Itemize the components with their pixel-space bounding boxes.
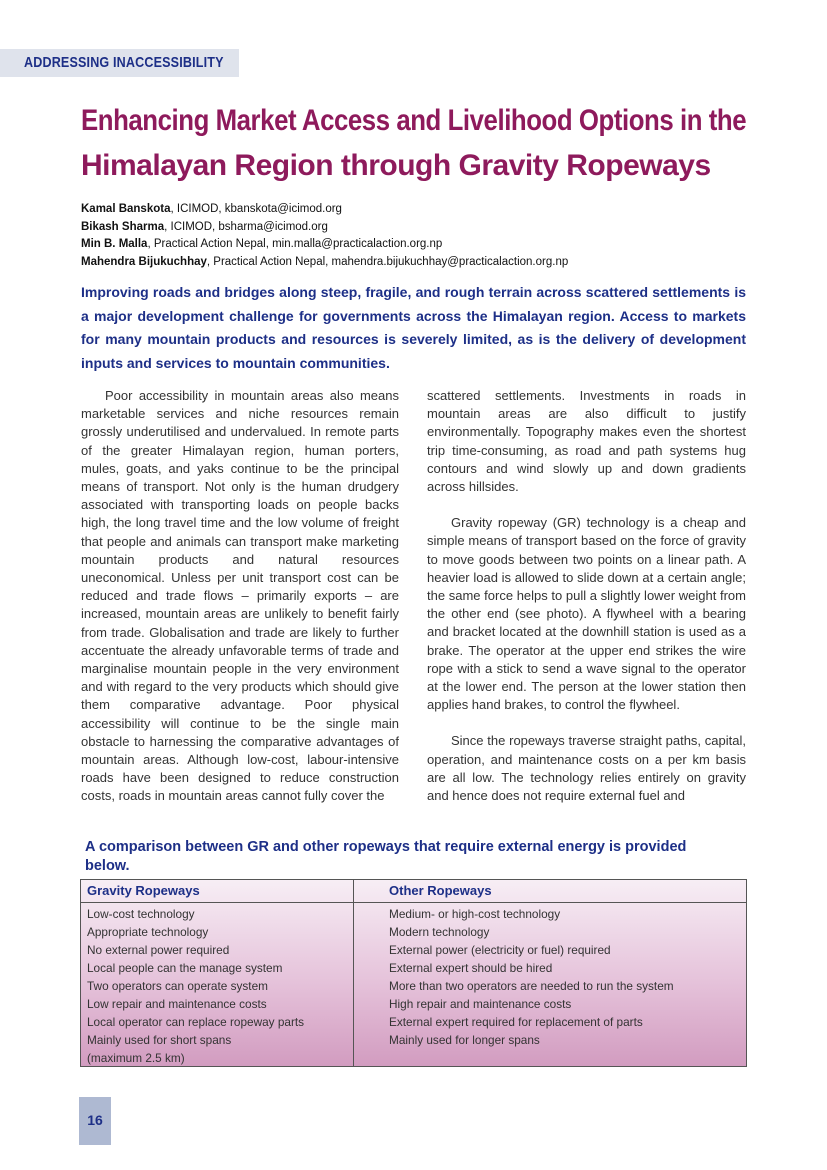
author-list xyxy=(81,201,761,271)
article-title xyxy=(81,98,761,188)
other-ropeways-column xyxy=(354,880,746,1066)
list-item: External expert required for replacement of parts xyxy=(389,1015,643,1029)
list-item: Low repair and maintenance costs xyxy=(87,997,267,1011)
author-name: Mahendra Bijukuchhay xyxy=(81,255,207,268)
table-caption: A comparison between GR and other ropeways that require external energy is provided below. xyxy=(85,839,687,874)
list-item: Mainly used for short spans xyxy=(87,1033,232,1047)
author-line xyxy=(81,236,761,254)
list-item: Mainly used for longer spans xyxy=(389,1033,540,1047)
author-affiliation: , ICIMOD, bsharma@icimod.org xyxy=(164,220,328,233)
lead-paragraph: Improving roads and bridges along steep, fragile, and rough terrain across scattered settlements is a major development challenge for governments across the Himalayan region. Access to markets for many mountain products and resources is severely limited, as is the delivery of development inputs and services to mountain communities. xyxy=(81,284,746,371)
list-item: Medium- or high-cost technology xyxy=(389,907,561,921)
other-list xyxy=(354,903,746,1049)
column-header: Gravity Ropeways xyxy=(81,880,353,903)
list-item: External expert should be hired xyxy=(389,961,553,975)
page-number: 16 xyxy=(79,1097,111,1145)
comparison-table xyxy=(80,879,747,1067)
author-affiliation: , Practical Action Nepal, mahendra.bijukuchhay@practicalaction.org.np xyxy=(206,255,569,268)
author-name: Bikash Sharma xyxy=(81,220,165,233)
section-tag: ADDRESSING INACCESSIBILITY xyxy=(0,49,239,77)
author-line xyxy=(81,219,761,237)
gravity-ropeways-column xyxy=(81,880,354,1066)
body-column-right xyxy=(427,387,746,817)
body-paragraph: Gravity ropeway (GR) technology is a cheap and simple means of transport based on the force of gravity to move goods between two points on a linear path. A heavier load is allowed to slide down at a certain angle; the same force helps to pull a slightly lower weight from the other end (see photo). A flywheel with a bearing and bracket located at the downhill station is used as a brake. The operator at the upper end strikes the wire rope with a stick to send a wave signal to the operator at the lower end. The person at the lower station then applies hand brakes, to control the flywheel. xyxy=(427,515,746,713)
title-line: Enhancing Market Access and Livelihood Options in the xyxy=(81,104,747,137)
gravity-list xyxy=(81,903,353,1067)
body-column-left xyxy=(81,387,399,817)
list-item: External power (electricity or fuel) required xyxy=(389,943,611,957)
list-item: Appropriate technology xyxy=(87,925,209,939)
list-item: Low-cost technology xyxy=(87,907,195,921)
list-item: (maximum 2.5 km) xyxy=(87,1051,185,1065)
body-paragraph: Since the ropeways traverse straight paths, capital, operation, and maintenance costs on a per km basis are all low. The technology relies entirely on gravity and hence does not require external fuel and xyxy=(427,733,746,804)
author-line xyxy=(81,254,761,272)
list-item: Two operators can operate system xyxy=(87,979,268,993)
list-item: More than two operators are needed to run the system xyxy=(389,979,674,993)
author-affiliation: , ICIMOD, kbanskota@icimod.org xyxy=(170,203,342,215)
author-name: Min B. Malla xyxy=(81,238,148,250)
column-header: Other Ropeways xyxy=(354,880,746,903)
list-item: No external power required xyxy=(87,943,230,957)
title-line: Himalayan Region through Gravity Ropeways xyxy=(81,149,711,182)
list-item: High repair and maintenance costs xyxy=(389,997,572,1011)
author-affiliation: , Practical Action Nepal, min.malla@practicalaction.org.np xyxy=(147,238,443,250)
author-name: Kamal Banskota xyxy=(81,203,171,215)
list-item: Local operator can replace ropeway parts xyxy=(87,1015,305,1029)
list-item: Modern technology xyxy=(389,925,490,939)
body-paragraph: Poor accessibility in mountain areas also means marketable services and niche resources remain grossly underutilised and undervalued. In remote parts of the greater Himalayan region, human porters, mules, goats, and yaks continue to be the principal means of transport. Not only is the human drudgery associated with transporting loads on people backs high, the long travel time and the low volume of freight that people and animals can transport make marketing mountain products and natural resources uneconomical. Unless per unit transport cost can be reduced and trade flows – primarily exports – are increased, mountain areas are unlikely to benefit fairly from trade. Globalisation and trade are likely to further accentuate the already unfavorable terms of trade and marginalise mountain people in the very environment and with regard to the very products which should give them comparative advantage. Poor physical accessibility will continue to be the single main obstacle to harnessing the comparative advantages of mountain areas. Although low-cost, labour-intensive roads have been designed to reduce construction costs, roads in mountain areas cannot fully cover the xyxy=(81,388,399,804)
author-line xyxy=(81,201,761,219)
list-item: Local people can the manage system xyxy=(87,961,283,975)
body-paragraph: scattered settlements. Investments in roads in mountain areas are also difficult to justify environmentally. Topography makes even the shortest trip time-consuming, as road and path systems hug contours and wind slowly up and down gradients across hillsides. xyxy=(427,388,746,495)
